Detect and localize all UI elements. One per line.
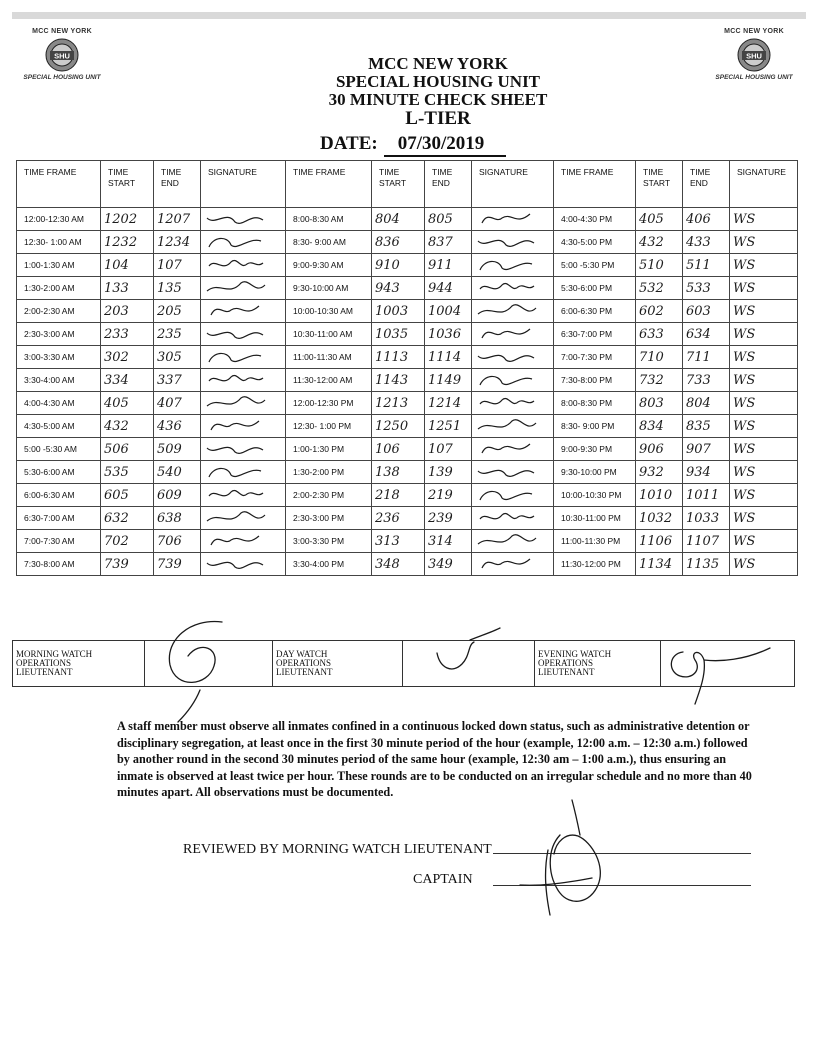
time-frame-cell: 1:00-1:30 PM <box>286 438 372 461</box>
time-end-cell[interactable]: 804 <box>683 392 730 415</box>
column-header: TIME START <box>636 161 683 208</box>
time-start-cell[interactable]: 313 <box>372 530 425 553</box>
time-frame-cell: 5:00 -5:30 AM <box>17 438 101 461</box>
time-end-cell[interactable]: 406 <box>683 208 730 231</box>
time-frame-cell: 9:30-10:00 PM <box>554 461 636 484</box>
signature-cell[interactable] <box>201 323 286 346</box>
morning-watch-signature[interactable] <box>145 641 273 686</box>
time-frame-cell: 4:00-4:30 PM <box>554 208 636 231</box>
time-frame-cell: 2:30-3:00 PM <box>286 507 372 530</box>
handwritten-initials-icon <box>201 346 271 368</box>
signature-cell[interactable] <box>472 254 554 277</box>
signature-cell[interactable]: WS <box>730 346 798 369</box>
time-start-cell[interactable]: 133 <box>101 277 154 300</box>
time-end-cell[interactable]: 711 <box>683 346 730 369</box>
column-header: TIME START <box>101 161 154 208</box>
evening-watch-signature[interactable] <box>661 641 794 686</box>
time-end-cell[interactable]: 1114 <box>425 346 472 369</box>
time-start-cell[interactable]: 1106 <box>636 530 683 553</box>
handwritten-initials-icon <box>472 484 542 506</box>
shu-badge-icon <box>45 38 79 72</box>
time-end-cell[interactable]: 706 <box>154 530 201 553</box>
table-row <box>17 277 798 300</box>
facility-name: MCC NEW YORK <box>368 54 508 73</box>
time-frame-cell: 6:00-6:30 PM <box>554 300 636 323</box>
handwritten-initials-icon <box>201 254 271 276</box>
time-start-cell[interactable]: 906 <box>636 438 683 461</box>
time-end-cell[interactable]: 1135 <box>683 553 730 576</box>
date-value: 07/30/2019 <box>384 133 507 157</box>
time-frame-cell: 4:30-5:00 AM <box>17 415 101 438</box>
column-header: TIME END <box>154 161 201 208</box>
shu-badge-icon <box>737 38 771 72</box>
time-end-cell[interactable]: 837 <box>425 231 472 254</box>
column-header: TIME START <box>372 161 425 208</box>
handwritten-initials-icon <box>201 484 271 506</box>
handwritten-initials-icon <box>201 415 271 437</box>
time-end-cell[interactable]: 1251 <box>425 415 472 438</box>
time-start-cell[interactable]: 405 <box>636 208 683 231</box>
time-frame-cell: 12:00-12:30 PM <box>286 392 372 415</box>
signature-cell[interactable]: WS <box>730 323 798 346</box>
time-start-cell[interactable]: 1202 <box>101 208 154 231</box>
handwritten-initials-icon <box>472 277 542 299</box>
time-start-cell[interactable]: 633 <box>636 323 683 346</box>
signature-cell[interactable]: WS <box>730 461 798 484</box>
time-start-cell[interactable]: 710 <box>636 346 683 369</box>
time-frame-cell: 2:00-2:30 AM <box>17 300 101 323</box>
time-end-cell[interactable]: 638 <box>154 507 201 530</box>
svg-text:SHU: SHU <box>746 51 762 61</box>
time-end-cell[interactable]: 733 <box>683 369 730 392</box>
time-frame-cell: 9:00-9:30 PM <box>554 438 636 461</box>
time-frame-cell: 6:30-7:00 PM <box>554 323 636 346</box>
signature-cell[interactable]: WS <box>730 300 798 323</box>
time-start-cell[interactable]: 302 <box>101 346 154 369</box>
check-log-table <box>16 160 798 576</box>
time-end-cell[interactable]: 1149 <box>425 369 472 392</box>
evening-watch-label: EVENING WATCH OPERATIONS LIEUTENANT <box>535 641 661 686</box>
time-frame-cell: 10:30-11:00 AM <box>286 323 372 346</box>
signature-cell[interactable]: WS <box>730 530 798 553</box>
time-end-cell[interactable]: 349 <box>425 553 472 576</box>
handwritten-initials-icon <box>201 231 271 253</box>
time-end-cell[interactable]: 407 <box>154 392 201 415</box>
time-end-cell[interactable]: 540 <box>154 461 201 484</box>
signature-cell[interactable] <box>201 415 286 438</box>
table-row <box>17 553 798 576</box>
time-end-cell[interactable]: 239 <box>425 507 472 530</box>
handwritten-initials-icon <box>472 323 542 345</box>
time-end-cell[interactable]: 205 <box>154 300 201 323</box>
signature-cell[interactable] <box>472 231 554 254</box>
day-watch-label: DAY WATCH OPERATIONS LIEUTENANT <box>273 641 403 686</box>
time-start-cell[interactable]: 1113 <box>372 346 425 369</box>
time-start-cell[interactable]: 405 <box>101 392 154 415</box>
handwritten-initials-icon <box>201 208 271 230</box>
time-start-cell[interactable]: 1213 <box>372 392 425 415</box>
signature-cell[interactable]: WS <box>730 369 798 392</box>
signature-cell[interactable] <box>472 461 554 484</box>
time-end-cell[interactable]: 1036 <box>425 323 472 346</box>
time-end-cell[interactable]: 1207 <box>154 208 201 231</box>
handwritten-initials-icon <box>201 553 271 575</box>
handwritten-initials-icon <box>472 415 542 437</box>
signature-cell[interactable]: WS <box>730 438 798 461</box>
column-header: TIME END <box>425 161 472 208</box>
signature-cell[interactable] <box>201 346 286 369</box>
time-end-cell[interactable]: 433 <box>683 231 730 254</box>
time-end-cell[interactable]: 934 <box>683 461 730 484</box>
handwritten-initials-icon <box>201 507 271 529</box>
sheet-title: 30 MINUTE CHECK SHEET <box>328 90 548 109</box>
handwritten-initials-icon <box>472 254 542 276</box>
time-end-cell[interactable]: 305 <box>154 346 201 369</box>
time-end-cell[interactable]: 609 <box>154 484 201 507</box>
captain-signature-line[interactable] <box>493 885 751 886</box>
time-frame-cell: 11:30-12:00 PM <box>554 553 636 576</box>
time-end-cell[interactable]: 1234 <box>154 231 201 254</box>
time-frame-cell: 7:00-7:30 AM <box>17 530 101 553</box>
time-end-cell[interactable]: 107 <box>425 438 472 461</box>
time-frame-cell: 11:00-11:30 AM <box>286 346 372 369</box>
signature-cell[interactable] <box>201 369 286 392</box>
time-frame-cell: 1:30-2:00 PM <box>286 461 372 484</box>
signature-cell[interactable] <box>472 507 554 530</box>
time-end-cell[interactable]: 944 <box>425 277 472 300</box>
time-end-cell[interactable]: 314 <box>425 530 472 553</box>
time-end-cell[interactable]: 436 <box>154 415 201 438</box>
time-frame-cell: 4:30-5:00 PM <box>554 231 636 254</box>
time-frame-cell: 10:00-10:30 AM <box>286 300 372 323</box>
table-row <box>17 346 798 369</box>
time-start-cell[interactable]: 1143 <box>372 369 425 392</box>
captain-label: CAPTAIN <box>413 872 473 887</box>
handwritten-initials-icon <box>472 392 542 414</box>
captain-signature-scrawl <box>520 800 600 915</box>
time-start-cell[interactable]: 1250 <box>372 415 425 438</box>
time-start-cell[interactable]: 138 <box>372 461 425 484</box>
table-row <box>17 461 798 484</box>
signature-cell[interactable] <box>472 277 554 300</box>
handwritten-initials-icon <box>201 300 271 322</box>
signature-cell[interactable] <box>472 438 554 461</box>
handwritten-initials-icon <box>472 461 542 483</box>
time-start-cell[interactable]: 432 <box>101 415 154 438</box>
signature-cell[interactable] <box>201 231 286 254</box>
handwritten-initials-icon <box>201 530 271 552</box>
signature-cell[interactable] <box>472 553 554 576</box>
handwritten-initials-icon <box>472 530 542 552</box>
time-frame-cell: 5:00 -5:30 PM <box>554 254 636 277</box>
time-frame-cell: 5:30-6:00 AM <box>17 461 101 484</box>
time-start-cell[interactable]: 732 <box>636 369 683 392</box>
time-frame-cell: 6:30-7:00 AM <box>17 507 101 530</box>
time-start-cell[interactable]: 804 <box>372 208 425 231</box>
time-start-cell[interactable]: 532 <box>636 277 683 300</box>
time-end-cell[interactable]: 1011 <box>683 484 730 507</box>
time-frame-cell: 7:30-8:00 AM <box>17 553 101 576</box>
table-row <box>17 323 798 346</box>
time-start-cell[interactable]: 739 <box>101 553 154 576</box>
time-end-cell[interactable]: 219 <box>425 484 472 507</box>
table-row <box>17 392 798 415</box>
time-start-cell[interactable]: 432 <box>636 231 683 254</box>
signature-cell[interactable] <box>201 392 286 415</box>
time-frame-cell: 12:30- 1:00 AM <box>17 231 101 254</box>
time-start-cell[interactable]: 348 <box>372 553 425 576</box>
table-row <box>17 369 798 392</box>
time-end-cell[interactable]: 1004 <box>425 300 472 323</box>
time-end-cell[interactable]: 739 <box>154 553 201 576</box>
signature-cell[interactable] <box>201 254 286 277</box>
signature-cell[interactable]: WS <box>730 415 798 438</box>
time-start-cell[interactable]: 334 <box>101 369 154 392</box>
time-frame-cell: 1:00-1:30 AM <box>17 254 101 277</box>
time-frame-cell: 3:30-4:00 AM <box>17 369 101 392</box>
time-start-cell[interactable]: 932 <box>636 461 683 484</box>
time-end-cell[interactable]: 911 <box>425 254 472 277</box>
time-frame-cell: 11:30-12:00 AM <box>286 369 372 392</box>
time-start-cell[interactable]: 1232 <box>101 231 154 254</box>
time-end-cell[interactable]: 139 <box>425 461 472 484</box>
time-end-cell[interactable]: 511 <box>683 254 730 277</box>
handwritten-initials-icon <box>201 277 271 299</box>
time-frame-cell: 11:00-11:30 PM <box>554 530 636 553</box>
time-end-cell[interactable]: 107 <box>154 254 201 277</box>
time-start-cell[interactable]: 702 <box>101 530 154 553</box>
time-end-cell[interactable]: 805 <box>425 208 472 231</box>
table-row <box>17 300 798 323</box>
time-end-cell[interactable]: 634 <box>683 323 730 346</box>
signature-cell[interactable] <box>472 530 554 553</box>
signature-cell[interactable] <box>201 208 286 231</box>
handwritten-initials-icon <box>472 346 542 368</box>
day-watch-signature[interactable] <box>403 641 535 686</box>
time-frame-cell: 7:00-7:30 PM <box>554 346 636 369</box>
watch-signature-bar <box>12 640 795 687</box>
shu-logo-left: MCC NEW YORK SHU SPECIAL HOUSING UNIT <box>23 28 101 81</box>
time-start-cell[interactable]: 605 <box>101 484 154 507</box>
handwritten-initials-icon <box>201 323 271 345</box>
handwritten-initials-icon <box>472 553 542 575</box>
time-end-cell[interactable]: 509 <box>154 438 201 461</box>
table-row <box>17 438 798 461</box>
signature-cell[interactable]: WS <box>730 208 798 231</box>
handwritten-initials-icon <box>472 231 542 253</box>
handwritten-initials-icon <box>472 208 542 230</box>
time-frame-cell: 4:00-4:30 AM <box>17 392 101 415</box>
time-end-cell[interactable]: 235 <box>154 323 201 346</box>
time-start-cell[interactable]: 510 <box>636 254 683 277</box>
time-end-cell[interactable]: 533 <box>683 277 730 300</box>
time-start-cell[interactable]: 1035 <box>372 323 425 346</box>
table-row <box>17 530 798 553</box>
signature-cell[interactable] <box>472 208 554 231</box>
tier-label: L-TIER <box>405 108 471 129</box>
time-start-cell[interactable]: 632 <box>101 507 154 530</box>
signature-cell[interactable] <box>201 438 286 461</box>
time-start-cell[interactable]: 203 <box>101 300 154 323</box>
signature-cell[interactable]: WS <box>730 277 798 300</box>
time-end-cell[interactable]: 603 <box>683 300 730 323</box>
signature-cell[interactable] <box>472 415 554 438</box>
unit-name: SPECIAL HOUSING UNIT <box>335 72 541 91</box>
time-start-cell[interactable]: 602 <box>636 300 683 323</box>
handwritten-initials-icon <box>472 369 542 391</box>
table-row <box>17 208 798 231</box>
time-start-cell[interactable]: 1032 <box>636 507 683 530</box>
time-start-cell[interactable]: 1134 <box>636 553 683 576</box>
signature-cell[interactable]: WS <box>730 507 798 530</box>
signature-cell[interactable]: WS <box>730 484 798 507</box>
time-frame-cell: 10:00-10:30 PM <box>554 484 636 507</box>
time-start-cell[interactable]: 535 <box>101 461 154 484</box>
time-frame-cell: 12:30- 1:00 PM <box>286 415 372 438</box>
signature-cell[interactable]: WS <box>730 254 798 277</box>
reviewed-by-signature-line[interactable] <box>493 853 751 854</box>
signature-cell[interactable] <box>201 277 286 300</box>
time-start-cell[interactable]: 104 <box>101 254 154 277</box>
table-row <box>17 484 798 507</box>
svg-text:SHU: SHU <box>54 51 70 61</box>
time-start-cell[interactable]: 236 <box>372 507 425 530</box>
column-header: SIGNATURE <box>472 161 554 208</box>
time-frame-cell: 8:30- 9:00 PM <box>554 415 636 438</box>
time-start-cell[interactable]: 506 <box>101 438 154 461</box>
signature-cell[interactable]: WS <box>730 231 798 254</box>
signature-cell[interactable] <box>201 461 286 484</box>
time-frame-cell: 1:30-2:00 AM <box>17 277 101 300</box>
signature-cell[interactable] <box>201 530 286 553</box>
column-header: SIGNATURE <box>730 161 798 208</box>
time-frame-cell: 2:00-2:30 PM <box>286 484 372 507</box>
instructions-paragraph: A staff member must observe all inmates confined in a continuous locked down status, such as administrative detention or disciplinary segregation, at least once in the first 30 minute period of the hour (example, 12:00 a.m. – 12:30 a.m.) followed by another round in the second 30 minutes period of the same hour (example, 12:30 am – 1:00 a.m.), thus ensuring an inmate is observed at least twice per hour. These rounds are to be conducted on an irregular schedule and no more than 40 minutes apart. All observations must be documented. <box>117 719 752 799</box>
time-frame-cell: 8:00-8:30 PM <box>554 392 636 415</box>
signature-cell[interactable] <box>472 323 554 346</box>
time-start-cell[interactable]: 834 <box>636 415 683 438</box>
handwritten-initials-icon <box>201 438 271 460</box>
column-header: TIME END <box>683 161 730 208</box>
signature-cell[interactable]: WS <box>730 392 798 415</box>
time-start-cell[interactable]: 803 <box>636 392 683 415</box>
time-end-cell[interactable]: 337 <box>154 369 201 392</box>
time-frame-cell: 5:30-6:00 PM <box>554 277 636 300</box>
time-start-cell[interactable]: 836 <box>372 231 425 254</box>
time-start-cell[interactable]: 1003 <box>372 300 425 323</box>
time-frame-cell: 9:30-10:00 AM <box>286 277 372 300</box>
shu-logo-right: MCC NEW YORK SHU SPECIAL HOUSING UNIT <box>715 28 793 81</box>
signature-cell[interactable] <box>472 369 554 392</box>
time-start-cell[interactable]: 106 <box>372 438 425 461</box>
time-frame-cell: 10:30-11:00 PM <box>554 507 636 530</box>
time-end-cell[interactable]: 1214 <box>425 392 472 415</box>
date-field <box>320 133 506 157</box>
time-frame-cell: 7:30-8:00 PM <box>554 369 636 392</box>
document-header <box>250 55 626 128</box>
signature-cell[interactable] <box>201 484 286 507</box>
handwritten-initials-icon <box>472 300 542 322</box>
time-frame-cell: 2:30-3:00 AM <box>17 323 101 346</box>
table-row <box>17 254 798 277</box>
time-frame-cell: 6:00-6:30 AM <box>17 484 101 507</box>
signature-cell[interactable] <box>472 484 554 507</box>
time-end-cell[interactable]: 135 <box>154 277 201 300</box>
table-row <box>17 507 798 530</box>
time-start-cell[interactable]: 233 <box>101 323 154 346</box>
table-row <box>17 231 798 254</box>
time-end-cell[interactable]: 835 <box>683 415 730 438</box>
column-header: SIGNATURE <box>201 161 286 208</box>
column-header: TIME FRAME <box>17 161 101 208</box>
handwritten-initials-icon <box>201 392 271 414</box>
scan-top-edge <box>0 0 816 14</box>
signature-cell[interactable] <box>201 553 286 576</box>
time-frame-cell: 8:30- 9:00 AM <box>286 231 372 254</box>
time-end-cell[interactable]: 907 <box>683 438 730 461</box>
handwritten-initials-icon <box>201 369 271 391</box>
time-frame-cell: 8:00-8:30 AM <box>286 208 372 231</box>
time-frame-cell: 3:00-3:30 PM <box>286 530 372 553</box>
reviewed-by-label: REVIEWED BY MORNING WATCH LIEUTENANT <box>183 842 492 857</box>
date-label: DATE: <box>320 133 378 154</box>
time-start-cell[interactable]: 218 <box>372 484 425 507</box>
time-start-cell[interactable]: 1010 <box>636 484 683 507</box>
signature-cell[interactable]: WS <box>730 553 798 576</box>
time-frame-cell: 3:00-3:30 AM <box>17 346 101 369</box>
time-end-cell[interactable]: 1033 <box>683 507 730 530</box>
table-header-row <box>17 161 798 208</box>
handwritten-initials-icon <box>201 461 271 483</box>
handwritten-initials-icon <box>472 507 542 529</box>
time-start-cell[interactable]: 910 <box>372 254 425 277</box>
signature-cell[interactable] <box>472 346 554 369</box>
time-frame-cell: 3:30-4:00 PM <box>286 553 372 576</box>
signature-cell[interactable] <box>472 300 554 323</box>
time-frame-cell: 9:00-9:30 AM <box>286 254 372 277</box>
time-end-cell[interactable]: 1107 <box>683 530 730 553</box>
morning-watch-label: MORNING WATCH OPERATIONS LIEUTENANT <box>13 641 145 686</box>
column-header: TIME FRAME <box>286 161 372 208</box>
signature-cell[interactable] <box>201 507 286 530</box>
table-row <box>17 415 798 438</box>
signature-cell[interactable] <box>201 300 286 323</box>
handwritten-initials-icon <box>472 438 542 460</box>
column-header: TIME FRAME <box>554 161 636 208</box>
signature-cell[interactable] <box>472 392 554 415</box>
time-start-cell[interactable]: 943 <box>372 277 425 300</box>
time-frame-cell: 12:00-12:30 AM <box>17 208 101 231</box>
